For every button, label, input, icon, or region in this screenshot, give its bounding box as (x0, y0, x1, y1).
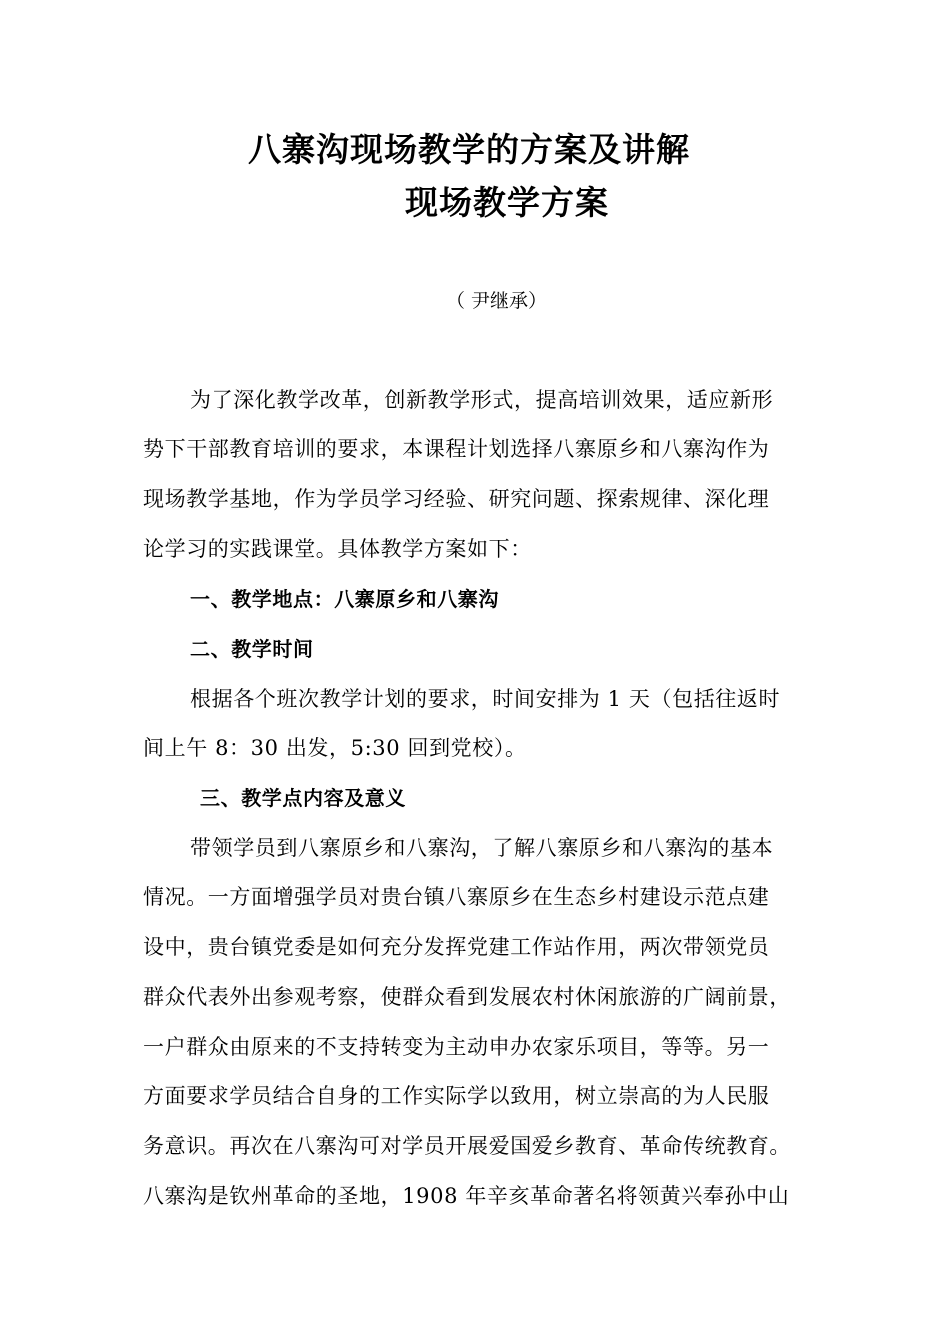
paragraph-line: 情况。一方面增强学员对贵台镇八寨原乡在生态乡村建设示范点建 (143, 885, 770, 909)
section-heading: 一、教学地点：八寨原乡和八寨沟 (190, 587, 499, 611)
paragraph-line: 方面要求学员结合自身的工作实际学以致用，树立崇高的为人民服 (143, 1084, 770, 1108)
paragraph-line: 群众代表外出参观考察，使群众看到发展农村休闲旅游的广阔前景， (143, 985, 791, 1009)
section-heading: 二、教学时间 (190, 637, 314, 661)
paragraph-line: 根据各个班次教学计划的要求，时间安排为 1 天（包括往返时 (190, 687, 781, 711)
paragraph-line: 论学习的实践课堂。具体教学方案如下： (143, 537, 532, 561)
paragraph-line: 带领学员到八寨原乡和八寨沟，了解八寨原乡和八寨沟的基本 (190, 836, 774, 860)
section-heading: 三、教学点内容及意义 (200, 786, 406, 810)
author-line: （ 尹继承） (446, 290, 548, 312)
document-subtitle: 现场教学方案 (405, 183, 609, 222)
paragraph-line: 间上午 8：30 出发，5:30 回到党校）。 (143, 736, 527, 760)
paragraph-line: 八寨沟是钦州革命的圣地，1908 年辛亥革命著名将领黄兴奉孙中山 (143, 1184, 790, 1208)
paragraph-line: 现场教学基地，作为学员学习经验、研究问题、探索规律、深化理 (143, 487, 770, 511)
paragraph-line: 为了深化教学改革，创新教学形式，提高培训效果，适应新形 (190, 388, 774, 412)
paragraph-line: 一户群众由原来的不支持转变为主动申办农家乐项目，等等。另一 (143, 1035, 770, 1059)
document-title: 八寨沟现场教学的方案及讲解 (248, 130, 690, 169)
paragraph-line: 务意识。再次在八寨沟可对学员开展爱国爱乡教育、革命传统教育。 (143, 1134, 791, 1158)
paragraph-line: 势下干部教育培训的要求，本课程计划选择八寨原乡和八寨沟作为 (143, 437, 770, 461)
paragraph-line: 设中，贵台镇党委是如何充分发挥党建工作站作用，两次带领党员 (143, 935, 770, 959)
